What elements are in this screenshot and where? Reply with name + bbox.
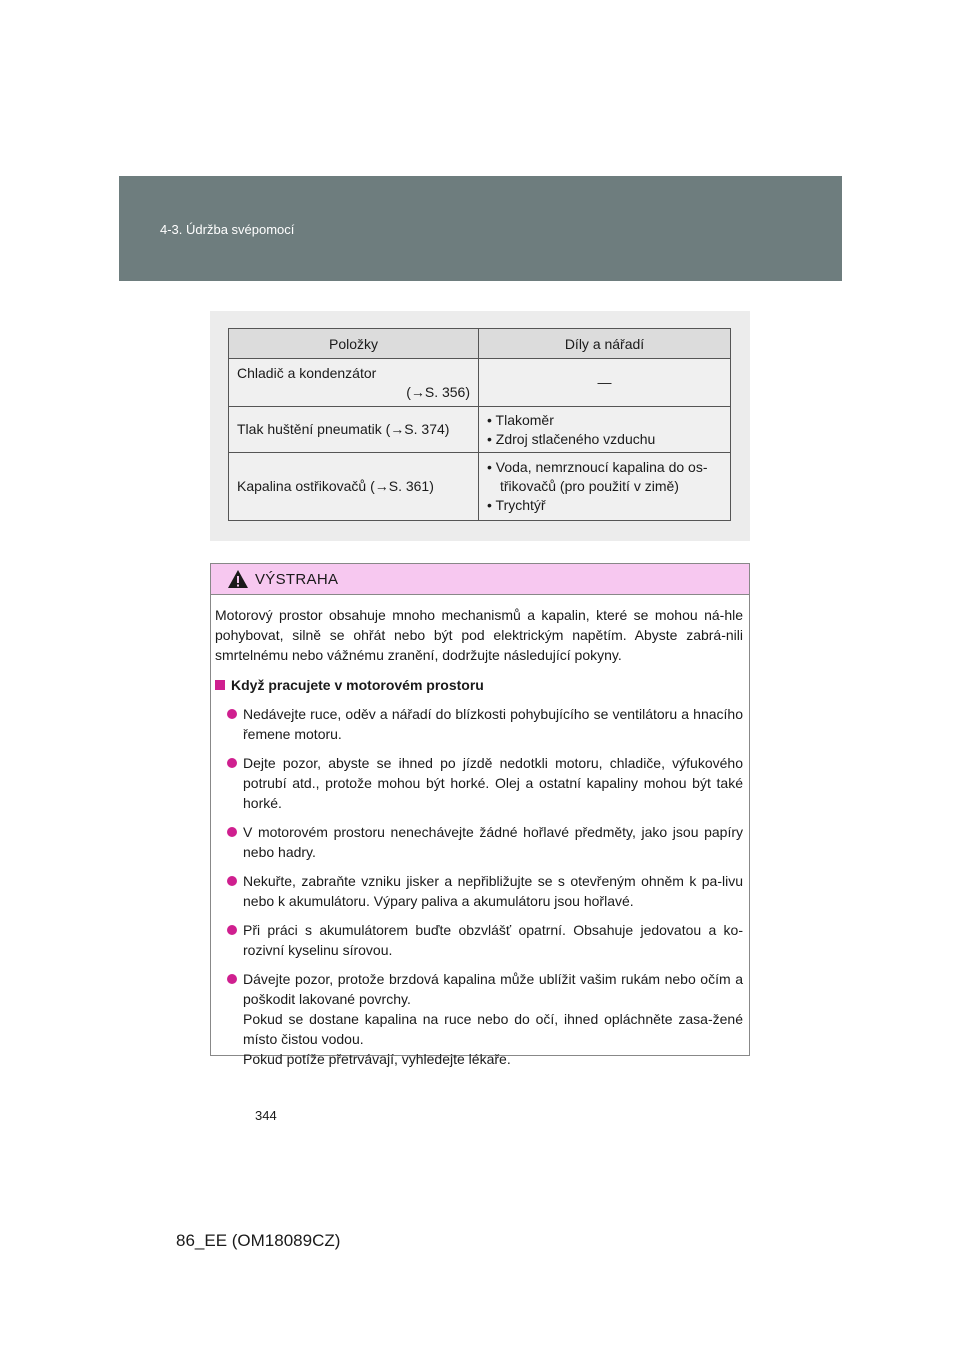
section-header-bar bbox=[119, 176, 842, 281]
tool-line: • Zdroj stlačeného vzduchu bbox=[487, 430, 656, 447]
warning-header bbox=[211, 564, 749, 595]
table-row bbox=[229, 359, 731, 407]
table-cell-item bbox=[229, 359, 479, 407]
table-cell-item bbox=[229, 407, 479, 453]
item-label: Chladič a kondenzátor bbox=[237, 364, 377, 381]
square-bullet-icon bbox=[215, 680, 225, 690]
round-bullet-icon bbox=[227, 758, 237, 768]
warning-triangle-icon bbox=[227, 569, 249, 589]
list-item bbox=[215, 704, 743, 744]
warning-subheading bbox=[215, 675, 743, 695]
list-item bbox=[215, 871, 743, 911]
list-item-text: Nekuřte, zabraňte vzniku jisker a nepřibližujte se s otevřeným ohněm k pa-livu nebo k akumulátoru. Výpary paliva a akumulátoru jsou hořlavé. bbox=[243, 873, 743, 909]
subheading-text: Když pracujete v motorovém prostoru bbox=[231, 677, 484, 693]
column-header-tools: Díly a nářadí bbox=[479, 329, 731, 359]
round-bullet-icon bbox=[227, 974, 237, 984]
document-code: 86_EE (OM18089CZ) bbox=[176, 1231, 341, 1250]
table-cell-tools bbox=[479, 407, 731, 453]
table-cell-tools bbox=[479, 359, 731, 407]
warning-title: VÝSTRAHA bbox=[255, 571, 339, 588]
warning-intro: Motorový prostor obsahuje mnoho mechanismů a kapalin, které se mohou ná-hle pohybovat, silně se ohřát nebo být pod elektrickým napětím. Abyste zabrá-nili smrtelnému nebo vážnému zranění, dodržujte následující pokyny. bbox=[215, 607, 743, 663]
list-item bbox=[215, 969, 743, 1069]
section-label: 4-3. Údržba svépomocí bbox=[160, 222, 295, 237]
list-item bbox=[215, 753, 743, 813]
parts-table-panel bbox=[210, 311, 750, 541]
table-header-row bbox=[229, 329, 731, 359]
column-header-items: Položky bbox=[229, 329, 479, 359]
round-bullet-icon bbox=[227, 827, 237, 837]
round-bullet-icon bbox=[227, 925, 237, 935]
table-row bbox=[229, 453, 731, 521]
list-item-text: Pokud potíže přetrvávají, vyhledejte lékaře. bbox=[243, 1051, 511, 1067]
round-bullet-icon bbox=[227, 709, 237, 719]
table-cell-item bbox=[229, 453, 479, 521]
item-label: Tlak huštění pneumatik bbox=[237, 421, 382, 437]
list-item bbox=[215, 822, 743, 862]
table-cell-tools bbox=[479, 453, 731, 521]
round-bullet-icon bbox=[227, 876, 237, 886]
tool-line: třikovačů (pro použití v zimě) bbox=[500, 478, 679, 494]
list-item-text: Pokud se dostane kapalina na ruce nebo do očí, ihned opláchněte zasa-žené místo čistou vodou. bbox=[243, 1011, 743, 1047]
warning-body bbox=[211, 595, 749, 1069]
warning-box bbox=[210, 563, 750, 1067]
list-item-text: Nedávejte ruce, oděv a nářadí do blízkosti pohybujícího se ventilátoru a hnacího řemene motoru. bbox=[243, 706, 743, 742]
tool-line: — bbox=[597, 374, 612, 390]
page-number: 344 bbox=[255, 1108, 277, 1123]
list-item-text: Dejte pozor, abyste se ihned po jízdě nedotkli motoru, chladiče, výfukového potrubí atd., protože mohou být horké. Olej a ostatní kapaliny mohou být také horké. bbox=[243, 755, 743, 811]
table-row bbox=[229, 407, 731, 453]
page-reference: (→S. 374) bbox=[385, 421, 450, 437]
tool-line: • Voda, nemrznoucí kapalina do os- bbox=[487, 459, 708, 475]
list-item-text: Při práci s akumulátorem buďte obzvlášť opatrní. Obsahuje jedovatou a ko-rozivní kyselinu sírovou. bbox=[243, 922, 743, 958]
list-item bbox=[215, 920, 743, 960]
list-item-text: Dávejte pozor, protože brzdová kapalina může ublížit vašim rukám nebo očím a poškodit lakované povrchy. bbox=[243, 971, 743, 1007]
list-item-text: V motorovém prostoru nenechávejte žádné hořlavé předměty, jako jsou papíry nebo hadry. bbox=[243, 824, 743, 860]
item-label: Kapalina ostřikovačů bbox=[237, 478, 367, 494]
page-reference: (→S. 361) bbox=[370, 478, 434, 494]
parts-table bbox=[228, 328, 731, 521]
page-reference: (→S. 356) bbox=[406, 383, 470, 400]
tool-line: • Tlakoměr bbox=[487, 411, 554, 428]
tool-line: • Trychtýř bbox=[487, 497, 546, 513]
